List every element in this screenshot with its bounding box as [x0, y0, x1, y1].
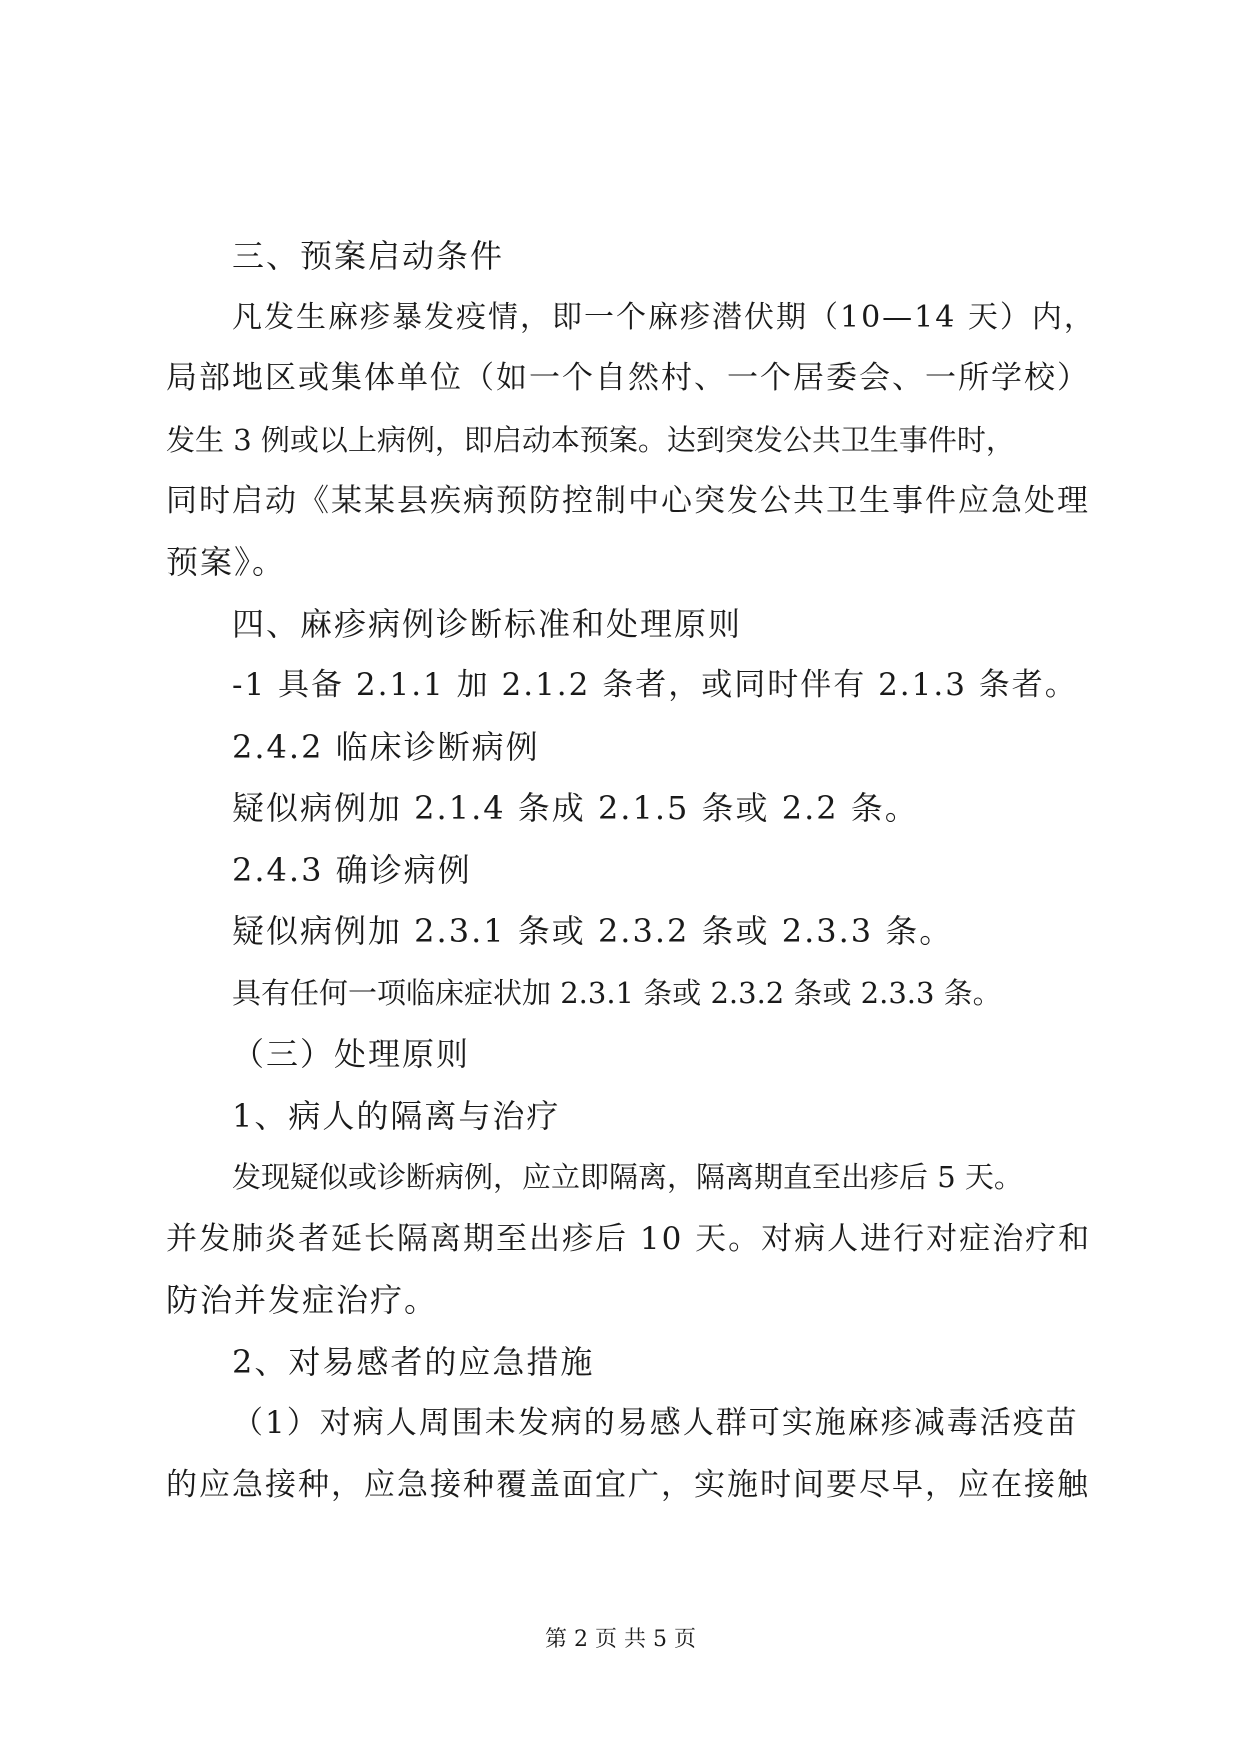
paragraph-line: 局部地区或集体单位（如一个自然村、一个居委会、一所学校）	[166, 360, 1090, 396]
subsection-heading: （三）处理原则	[232, 1035, 471, 1073]
paragraph-line: 发现疑似或诊断病例，应立即隔离，隔离期直至出疹后 5 天。	[232, 1160, 1023, 1194]
paragraph-line: 发生 3 例或以上病例，即启动本预案。达到突发公共卫生事件时，	[166, 423, 1015, 457]
paragraph-line: 的应急接种，应急接种覆盖面宜广，实施时间要尽早，应在接触	[166, 1467, 1090, 1503]
paragraph-line: 并发肺炎者延长隔离期至出疹后 10 天。对病人进行对症治疗和	[166, 1221, 1092, 1257]
paragraph-line: （1）对病人周围未发病的易感人群可实施麻疹减毒活疫苗	[232, 1405, 1079, 1441]
section-heading: 三、预案启动条件	[232, 237, 505, 275]
paragraph-line: 具有任何一项临床症状加 2.3.1 条或 2.3.2 条或 2.3.3 条。	[232, 976, 1002, 1010]
paragraph-line: 凡发生麻疹暴发疫情，即一个麻疹潜伏期（10—14 天）内，	[232, 300, 1096, 335]
paragraph-line: 疑似病例加 2.3.1 条或 2.3.2 条或 2.3.3 条。	[232, 912, 954, 950]
paragraph-line: 预案》。	[166, 543, 287, 581]
subsection-heading: 2、对易感者的应急措施	[232, 1343, 595, 1381]
page-number-footer: 第 2 页 共 5 页	[545, 1627, 696, 1652]
paragraph-line: 疑似病例加 2.1.4 条成 2.1.5 条或 2.2 条。	[232, 789, 919, 827]
subsection-heading: 2.4.3 确诊病例	[232, 851, 472, 889]
paragraph-line: 防治并发症治疗。	[166, 1281, 439, 1319]
subsection-heading: 2.4.2 临床诊断病例	[232, 728, 540, 766]
section-heading: 四、麻疹病例诊断标准和处理原则	[232, 605, 743, 643]
subsection-heading: 1、病人的隔离与治疗	[232, 1097, 561, 1135]
paragraph-line: -1 具备 2.1.1 加 2.1.2 条者，或同时伴有 2.1.3 条者。	[232, 667, 1078, 703]
paragraph-line: 同时启动《某某县疾病预防控制中心突发公共卫生事件应急处理	[166, 483, 1090, 519]
